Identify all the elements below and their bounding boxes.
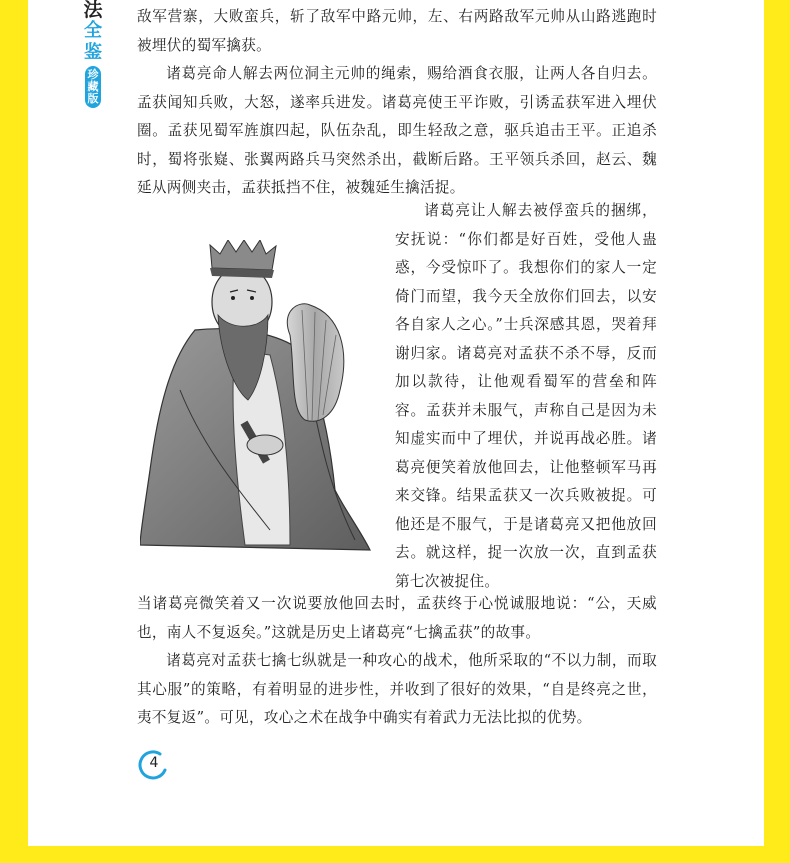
paragraph-heart-winning-tactic: 诸葛亮对孟获七擒七纵就是一种攻心的战术，他所采取的“不以力制，而取其心服”的策略，有着明显的进步性，并收到了很好的效果，“自是终亮之世，夷不复返”。可见，攻心之术在战争中确实有着武力无法比拟的优势。 (137, 652, 657, 726)
page-number (138, 750, 168, 780)
left-yellow-border (0, 0, 28, 863)
text-block-bottom (137, 590, 657, 733)
series-char-blue-2: 鉴 (84, 42, 102, 63)
bottom-yellow-border (0, 846, 790, 863)
page-number-text: 4 (149, 755, 159, 771)
paragraph-release-commanders: 诸葛亮命人解去两位洞主元帅的绳索，赐给酒食衣服，让两人各自归去。孟获闻知兵败，大怒，遂率兵进发。诸葛亮使王平诈败，引诱孟获军进入埋伏圈。孟获见蜀军旌旗四起，队伍杂乱，即生轻敌之意，驱兵追击王平。正追杀时，蜀将张嶷、张翼两路兵马突然杀出，截断后路。王平领兵杀回，赵云、魏延从两侧夹击，孟获抵挡不住，被魏延生擒活捉。 (137, 65, 657, 196)
series-char-blue-1: 全 (84, 20, 102, 41)
zhuge-liang-illustration (140, 240, 380, 555)
text-block-top (137, 3, 657, 203)
text-block-right-of-figure (395, 197, 657, 596)
paragraph-seven-captures: 诸葛亮让人解去被俘蛮兵的捆绑，安抚说：“你们都是好百姓，受他人蛊惑，今受惊吓了。我想你们的家人一定倚门而望，我今天全放你们回去，以安各自家人之心。”士兵深感其恩，哭着拜谢归家。诸葛亮对孟获不杀不辱，反而加以款待，让他观看蜀军的营垒和阵容。孟获并未服气，声称自己是因为未知虚实而中了埋伏，并说再战必胜。诸葛亮便笑着放他回去，让他整顿军马再来交锋。结果孟获又一次兵败被捉。可他还是不服气，于是诸葛亮又把他放回去。就这样，捉一次放一次，直到孟获第七次被捉住。 (395, 202, 657, 590)
book-series-title (76, 0, 110, 108)
paragraph-menghuo-submits: 当诸葛亮微笑着又一次说要放他回去时，孟获终于心悦诚服地说：“公，天威也，南人不复返矣。”这就是历史上诸葛亮“七擒孟获”的故事。 (137, 595, 657, 641)
series-char-top: 法 (83, 0, 103, 21)
paragraph-continued: 敌军营寨，大败蛮兵，斩了敌军中路元帅，左、右两路敌军元帅从山路逃跑时被埋伏的蜀军擒获。 (137, 8, 657, 54)
right-yellow-border (764, 0, 790, 863)
collector-edition-badge: 珍藏版 (85, 66, 101, 108)
zhuge-liang-portrait-icon (140, 240, 380, 555)
